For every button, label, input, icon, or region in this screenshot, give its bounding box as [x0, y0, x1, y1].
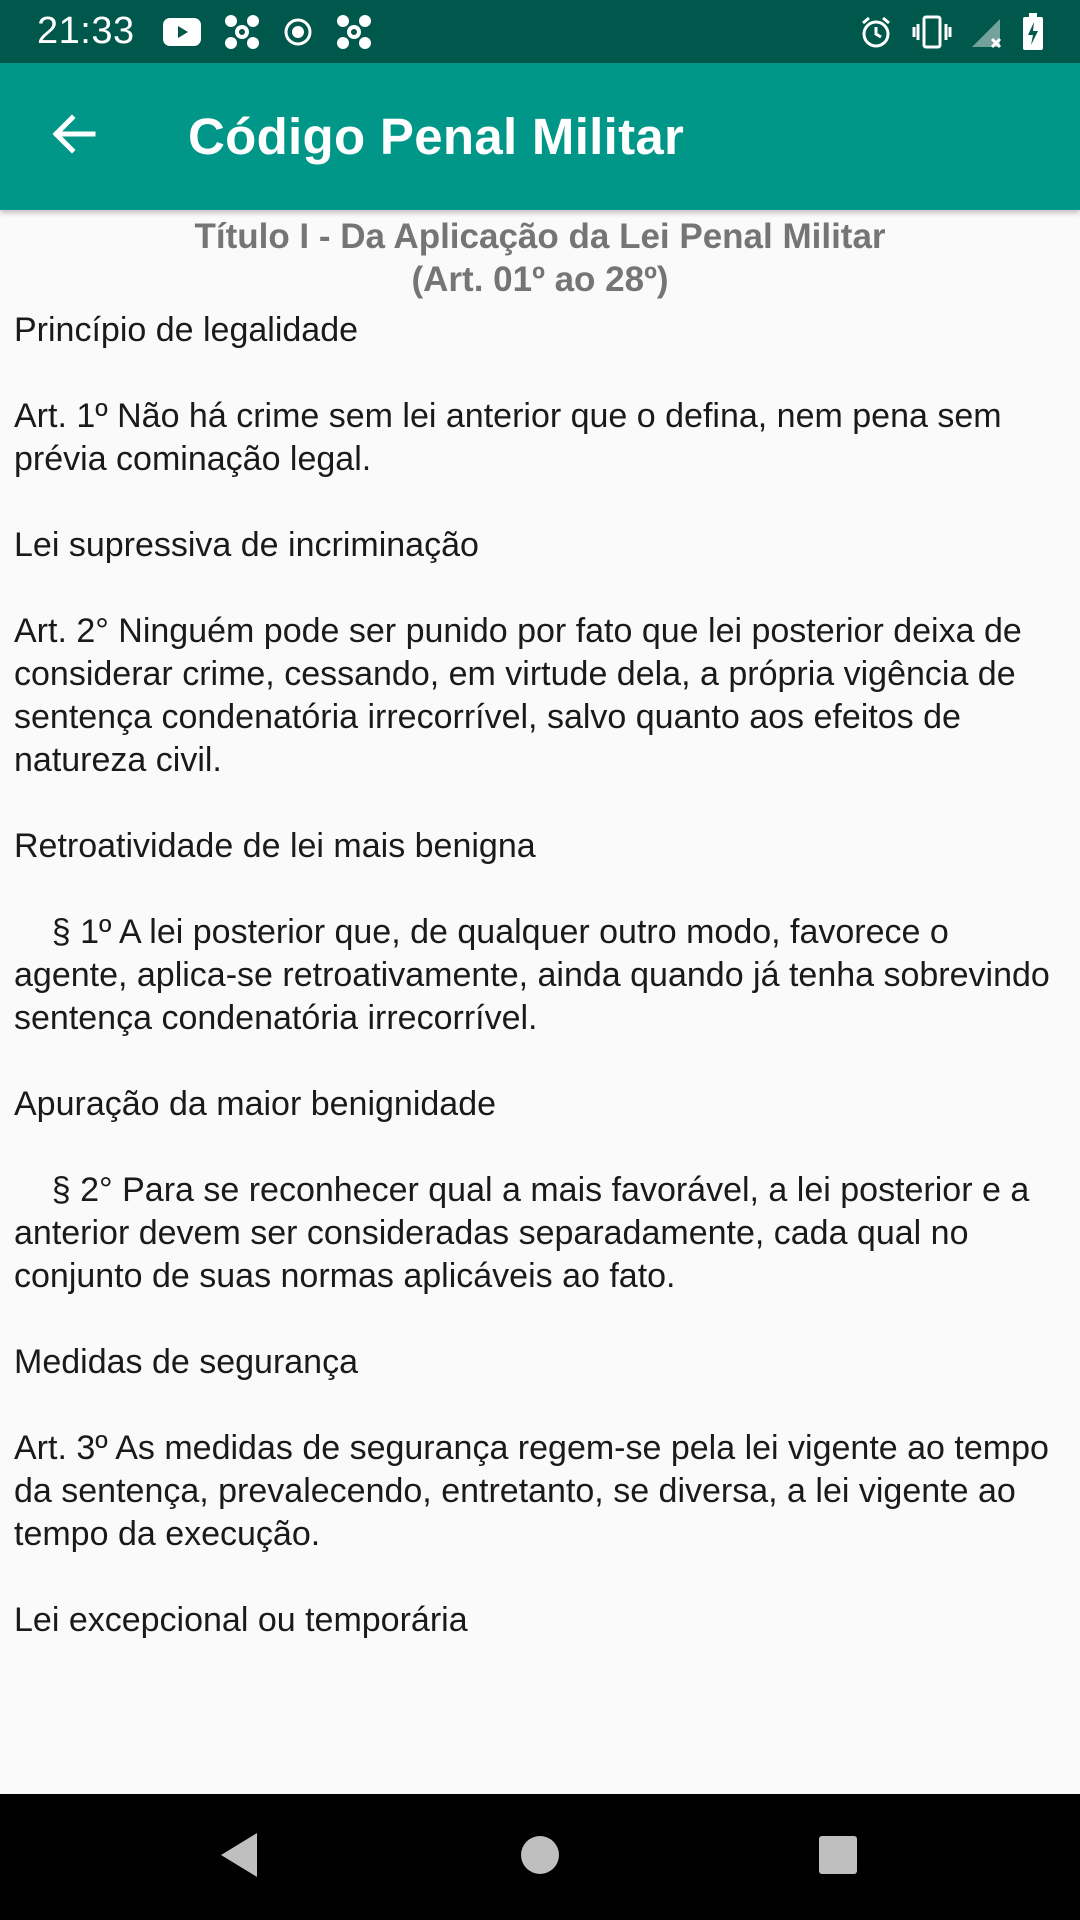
nav-back-icon	[217, 1831, 261, 1884]
record-icon	[283, 17, 313, 47]
subheading: Lei excepcional ou temporária	[14, 1601, 468, 1639]
nav-back-button[interactable]	[179, 1794, 299, 1920]
subheading: Lei supressiva de incriminação	[14, 526, 479, 564]
subheading: Apuração da maior benignidade	[14, 1085, 497, 1123]
article-paragraph: Art. 2° Ninguém pode ser punido por fato que lei posterior deixa de considerar crime, cessando, em virtude dela, a própria vigência de sentença condenatória irrecorrível, salvo quanto aos efeitos de natureza civil.	[14, 612, 1032, 779]
app-bar	[0, 63, 1080, 210]
subheading: Retroatividade de lei mais benigna	[14, 827, 536, 865]
section-heading	[14, 215, 1066, 301]
app-notification-icon	[223, 13, 261, 51]
navigation-bar	[0, 1794, 1080, 1920]
status-time: 21:33	[37, 10, 135, 52]
article-paragraph: § 2° Para se reconhecer qual a mais favorável, a lei posterior e a anterior devem ser consideradas separadamente, cada qual no conjunto de suas normas aplicáveis ao fato.	[14, 1171, 1039, 1295]
nav-home-icon	[519, 1834, 561, 1881]
article-content[interactable]	[14, 215, 1066, 1685]
vibrate-icon	[912, 14, 952, 50]
section-article-range: (Art. 01º ao 28º)	[411, 260, 669, 299]
article-paragraph: Art. 3º As medidas de segurança regem-se pela lei vigente ao tempo da sentença, prevalecendo, entretanto, se diversa, a lei vigente ao tempo da execução.	[14, 1429, 1059, 1553]
arrow-back-icon	[51, 111, 97, 162]
article-paragraph: § 1º A lei posterior que, de qualquer outro modo, favorece o agente, aplica-se retroativamente, ainda quando já tenha sobrevindo sentença condenatória irrecorrível.	[14, 913, 1060, 1037]
status-system-icons	[858, 13, 1044, 51]
nav-recents-button[interactable]	[778, 1794, 898, 1920]
page-title: Código Penal Militar	[188, 108, 685, 165]
back-button[interactable]	[34, 97, 114, 177]
signal-icon	[970, 15, 1004, 49]
battery-charging-icon	[1022, 13, 1044, 51]
subheading: Princípio de legalidade	[14, 311, 359, 349]
alarm-icon	[858, 14, 894, 50]
status-bar	[0, 0, 1080, 63]
article-paragraph: Art. 1º Não há crime sem lei anterior que o defina, nem pena sem prévia cominação legal.	[14, 397, 1012, 478]
app-notification-icon	[335, 13, 373, 51]
subheading: Medidas de segurança	[14, 1343, 359, 1381]
article-body	[14, 309, 1066, 1642]
nav-home-button[interactable]	[480, 1794, 600, 1920]
status-notification-icons	[163, 13, 373, 51]
nav-recents-icon	[817, 1834, 859, 1881]
section-title: Título I - Da Aplicação da Lei Penal Militar	[194, 217, 886, 256]
youtube-icon	[163, 18, 201, 46]
